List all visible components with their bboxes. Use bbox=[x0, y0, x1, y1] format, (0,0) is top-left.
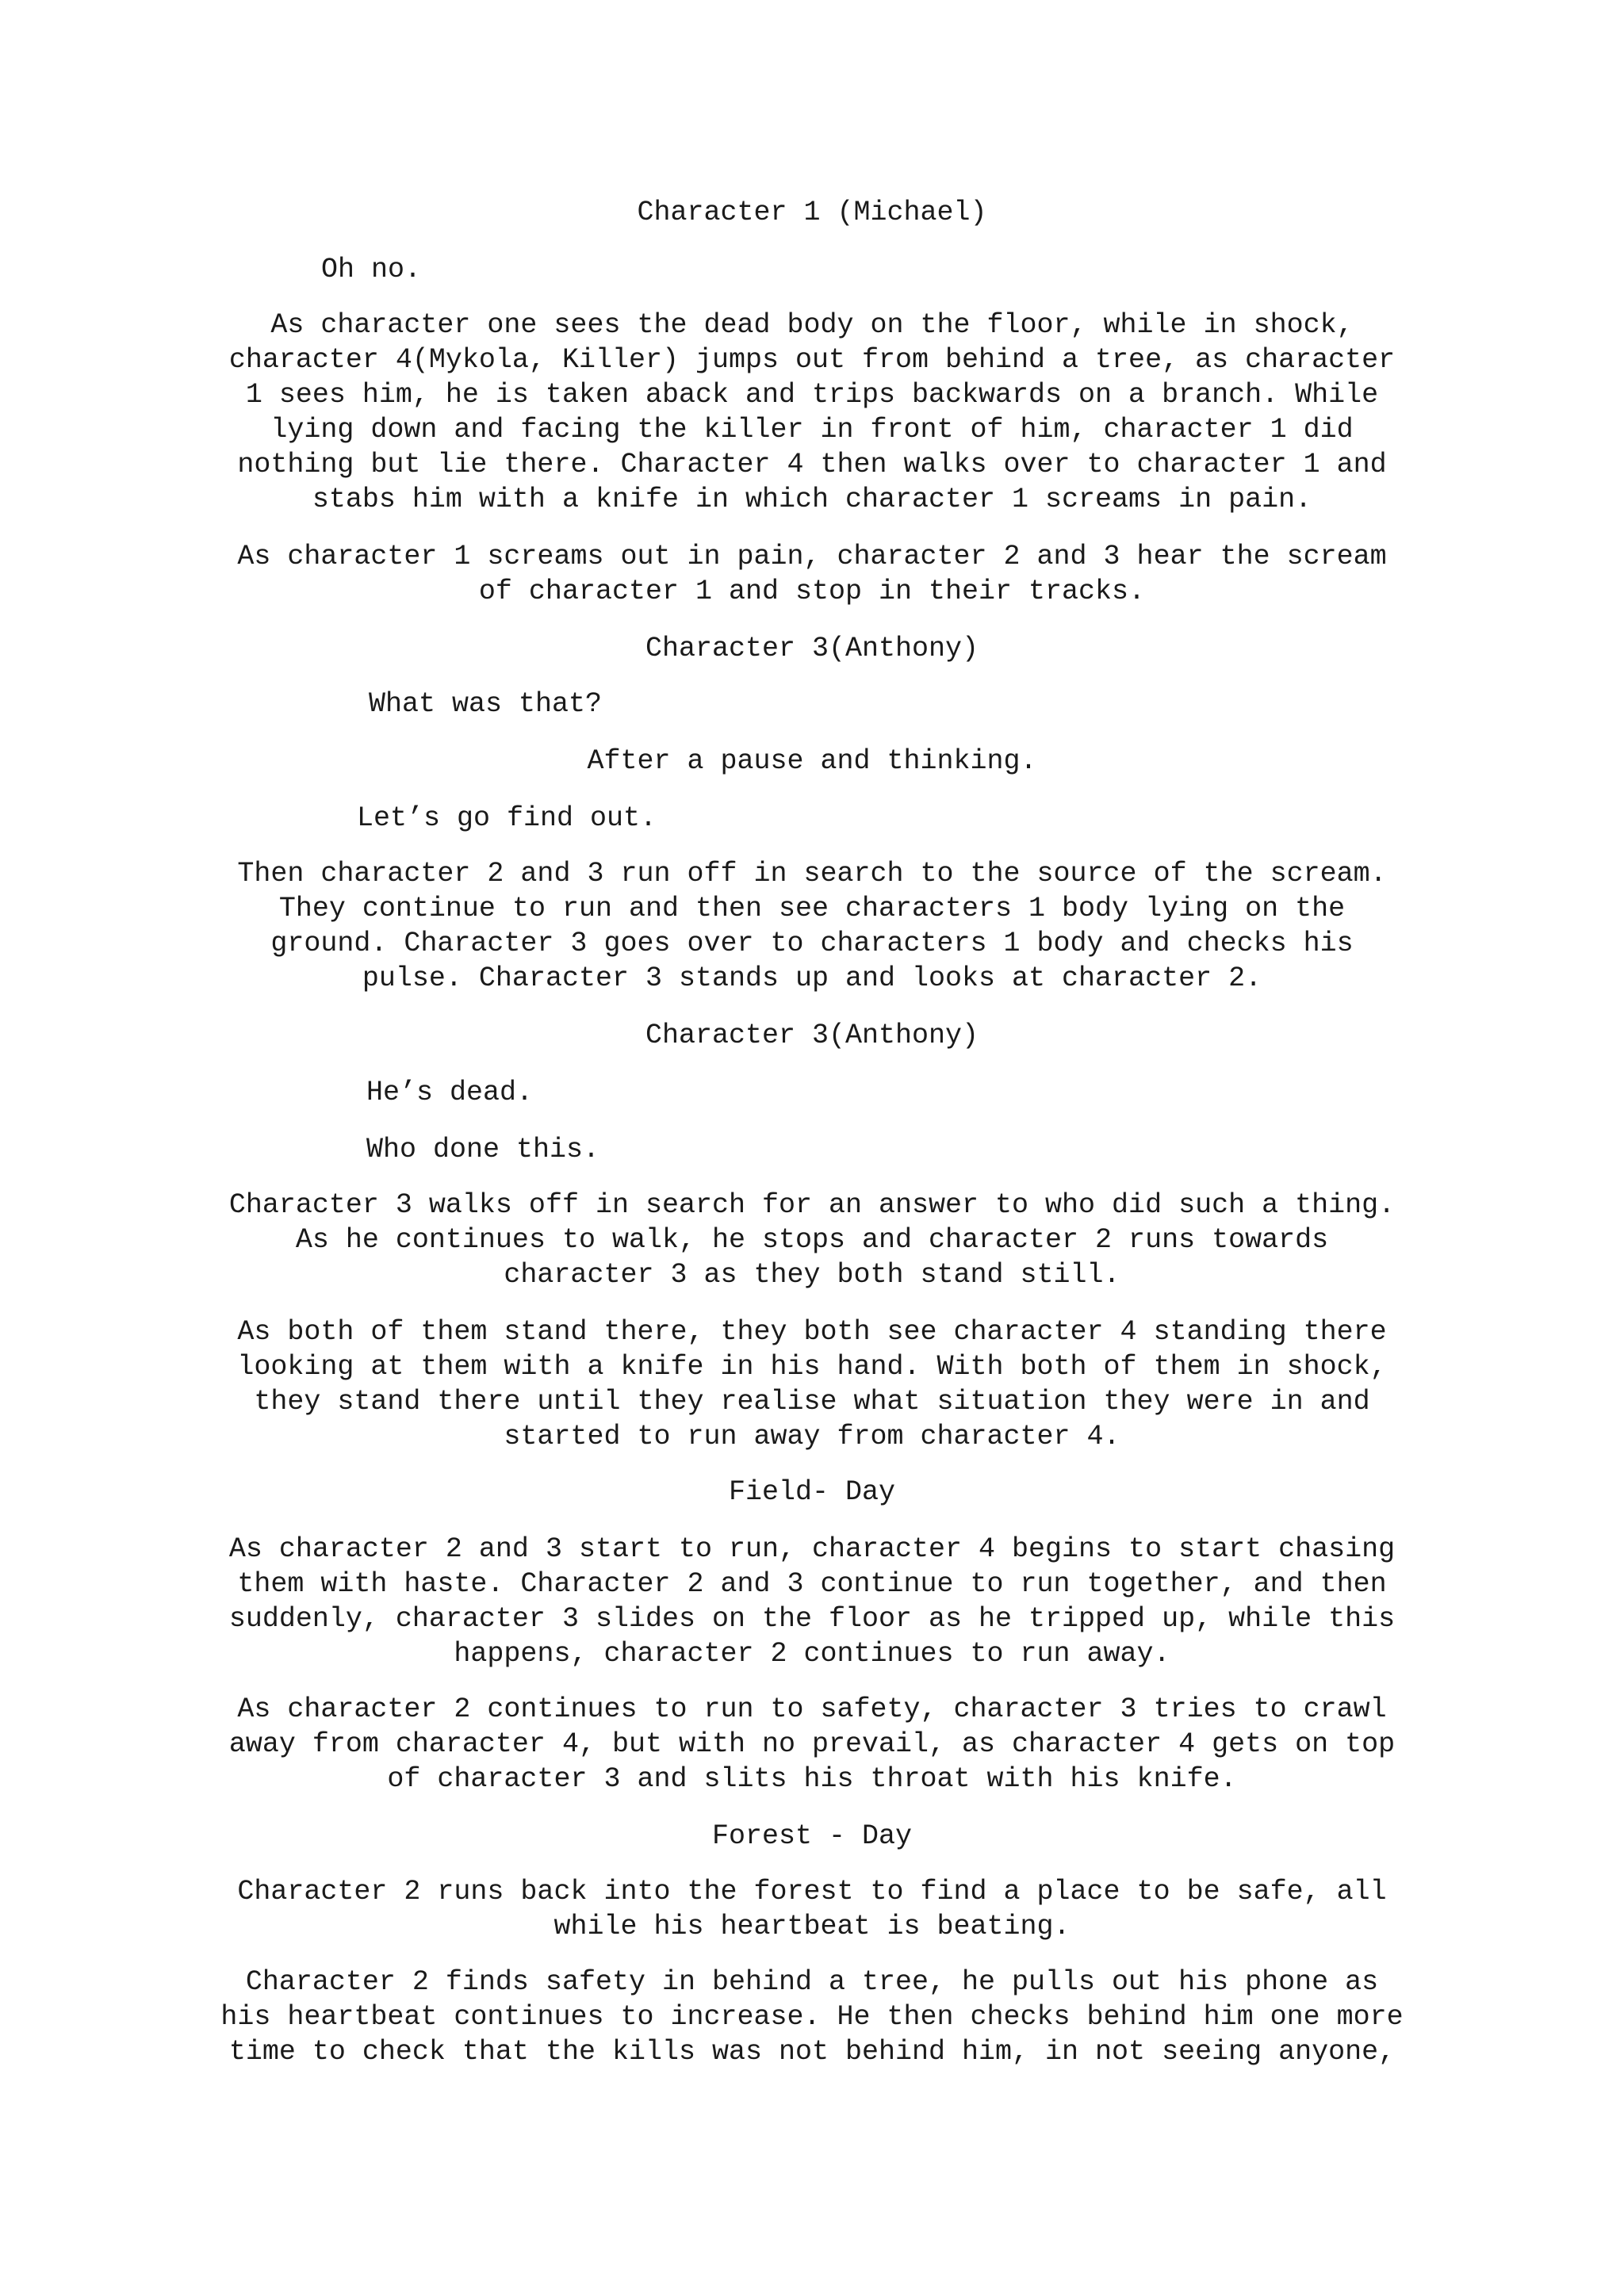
action-line: they stand there until they realise what situation they were in and bbox=[254, 1386, 1370, 1418]
dialogue-what-was-that: What was that? bbox=[369, 688, 603, 720]
action-line: As he continues to walk, he stops and character 2 runs towards bbox=[295, 1224, 1329, 1256]
dialogue-who-done-this: Who done this. bbox=[366, 1134, 600, 1165]
action-line: Character 2 finds safety in behind a tree, he pulls out his phone as bbox=[245, 1966, 1379, 1998]
scene-heading-field: Field- Day bbox=[728, 1476, 896, 1508]
action-line: of character 3 and slits his throat with his knife. bbox=[387, 1763, 1237, 1795]
character-heading-anthony: Character 3(Anthony) bbox=[645, 1020, 979, 1051]
action-line: nothing but lie there. Character 4 then walks over to character 1 and bbox=[237, 449, 1387, 480]
action-line: his heartbeat continues to increase. He then checks behind him one more bbox=[220, 2001, 1404, 2033]
scene-heading-forest: Forest - Day bbox=[711, 1820, 913, 1852]
character-heading-michael: Character 1 (Michael) bbox=[637, 197, 987, 228]
parenthetical-pause: After a pause and thinking. bbox=[587, 745, 1037, 777]
action-line: As character one sees the dead body on the floor, while in shock, bbox=[270, 309, 1354, 341]
dialogue-lets-go: Let’s go find out. bbox=[357, 802, 657, 834]
action-line: looking at them with a knife in his hand. With both of them in shock, bbox=[237, 1351, 1387, 1383]
action-line: pulse. Character 3 stands up and looks at character 2. bbox=[362, 962, 1262, 994]
action-line: character 3 as they both stand still. bbox=[504, 1259, 1120, 1291]
action-line: 1 sees him, he is taken aback and trips backwards on a branch. While bbox=[245, 379, 1379, 411]
action-line: Character 3 walks off in search for an answer to who did such a thing. bbox=[228, 1189, 1396, 1221]
action-line: lying down and facing the killer in front of him, character 1 did bbox=[270, 414, 1354, 446]
action-line: As both of them stand there, they both see character 4 standing there bbox=[237, 1316, 1387, 1348]
action-line: character 4(Mykola, Killer) jumps out from behind a tree, as character bbox=[228, 344, 1396, 376]
action-line: As character 2 and 3 start to run, character 4 begins to start chasing bbox=[228, 1533, 1396, 1565]
action-line: of character 1 and stop in their tracks. bbox=[478, 576, 1146, 607]
action-line: happens, character 2 continues to run away. bbox=[454, 1638, 1170, 1670]
action-line: started to run away from character 4. bbox=[504, 1421, 1120, 1452]
action-line: They continue to run and then see characters 1 body lying on the bbox=[278, 893, 1346, 924]
action-line: away from character 4, but with no prevail, as character 4 gets on top bbox=[228, 1728, 1396, 1760]
action-line: them with haste. Character 2 and 3 continue to run together, and then bbox=[237, 1568, 1387, 1600]
action-line: suddenly, character 3 slides on the floor as he tripped up, while this bbox=[228, 1603, 1396, 1635]
action-line: time to check that the kills was not behind him, in not seeing anyone, bbox=[228, 2036, 1396, 2068]
action-line: ground. Character 3 goes over to characters 1 body and checks his bbox=[270, 928, 1354, 959]
character-heading-anthony: Character 3(Anthony) bbox=[645, 633, 979, 664]
dialogue-oh-no: Oh no. bbox=[321, 254, 422, 285]
action-line: As character 1 screams out in pain, character 2 and 3 hear the scream bbox=[237, 541, 1387, 572]
action-line: Character 2 runs back into the forest to find a place to be safe, all bbox=[237, 1876, 1387, 1908]
action-line: Then character 2 and 3 run off in search to the source of the scream. bbox=[237, 858, 1387, 890]
action-line: while his heartbeat is beating. bbox=[553, 1911, 1071, 1942]
dialogue-hes-dead: He’s dead. bbox=[366, 1077, 534, 1108]
action-line: stabs him with a knife in which character 1 screams in pain. bbox=[312, 484, 1312, 515]
action-line: As character 2 continues to run to safety, character 3 tries to crawl bbox=[237, 1693, 1387, 1725]
